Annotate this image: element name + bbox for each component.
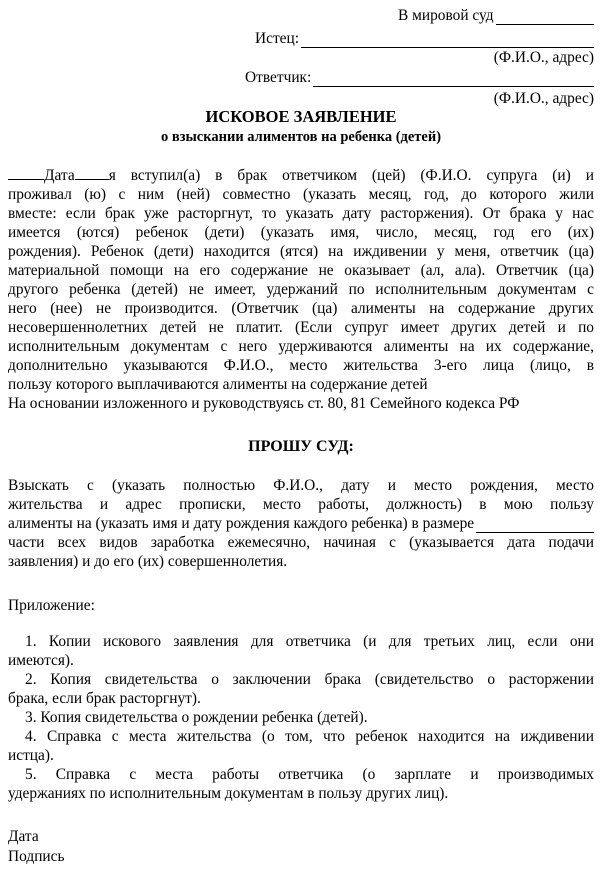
court-line [398, 6, 594, 25]
body-line: него (нее) не производится. (Ответчик (ца) алименты на содержание других [8, 300, 594, 317]
footer-date: Дата [8, 828, 39, 845]
amount-blank [476, 519, 594, 533]
date-blank [8, 167, 44, 180]
body-line: материальной помощи на его содержание не оказывает (ал, ала). Ответчик (ца) [8, 262, 594, 279]
defendant-blank [313, 73, 594, 87]
body-first-line-rest: я вступил(а) в брак ответчиком (цей) (Ф.И.О. супруга (и) и [108, 167, 594, 184]
body-line: дополнительно указываются Ф.И.О., место жительства 3-его лица (лицо, в [8, 357, 594, 374]
attachment-item-1: 1. Копии искового заявления для ответчика (и для третьих лиц, если они [25, 633, 594, 650]
attachments-heading: Приложение: [8, 597, 95, 614]
plaintiff-hint: (Ф.И.О., адрес) [493, 49, 594, 66]
body-line: пользу которого выплачиваются алименты на содержание детей [8, 376, 428, 393]
document-subtitle: о взыскании алиментов на ребенка (детей) [160, 129, 442, 145]
footer-signature: Подпись [8, 848, 65, 865]
body-line: несовершеннолетних детей не платит. (Если супруг имеет других детей и по [8, 319, 594, 336]
attachment-item-2-cont: брака, если брак расторгнут). [8, 690, 201, 707]
body-line: имеется (ются) ребенок (дети) (указать имя, число, месяц, год его (их) [8, 224, 594, 241]
defendant-label: Ответчик: [245, 69, 312, 86]
document-title: ИСКОВОЕ ЗАЯВЛЕНИЕ [205, 107, 397, 126]
body-line: исполнительным документам с него удерживаются алименты на их содержание, [8, 338, 594, 355]
plaintiff-line [255, 29, 594, 48]
basis-line: На основании изложенного и руководствуясь ст. 80, 81 Семейного кодекса РФ [8, 395, 520, 412]
body-line: вместе: если брак уже расторгнут, то указать дату расторжения). От брака у нас [8, 205, 594, 222]
request-line: жительства и адрес прописки, место работы, должность) в мою пользу [8, 496, 594, 513]
attachment-item-1-cont: имеются). [8, 652, 74, 669]
defendant-line [245, 68, 594, 87]
defendant-hint: (Ф.И.О., адрес) [493, 90, 594, 107]
attachment-item-3: 3. Копия свидетельства о рождении ребенка (детей). [25, 709, 368, 726]
body-line: другого ребенка (детей) не имеет, удержаний по исполнительным документам с [8, 281, 594, 298]
request-heading: ПРОШУ СУД: [248, 438, 354, 455]
court-label: В мировой суд [398, 7, 494, 24]
attachment-item-5-cont: удержаниях по исполнительным документам в пользу других лиц). [8, 785, 449, 802]
attachment-item-5: 5. Справка с места работы ответчика (о зарплате и производимых [25, 766, 594, 783]
statement-body [8, 166, 594, 413]
attachments-list [8, 632, 594, 803]
plaintiff-blank [301, 34, 594, 48]
request-line: части всех видов заработка ежемесячно, начиная с (указывается дата подачи [8, 534, 594, 551]
body-line: проживал (ю) с ним (ней) совместно (указать месяц, год, до которого жили [8, 186, 594, 203]
court-blank [496, 11, 594, 25]
request-body [8, 476, 594, 571]
plaintiff-label: Истец: [255, 30, 300, 47]
date-value-blank [75, 167, 109, 180]
body-line: рождения). Ребенок (дети) находится (ятся) на иждивении у меня, ответчик (ца) [8, 243, 594, 260]
attachment-item-2: 2. Копия свидетельства о заключении брака (свидетельство о расторжении [25, 671, 594, 688]
body-line [8, 166, 594, 185]
request-amount-line [8, 514, 594, 533]
request-line: заявления) и до его (их) совершеннолетия. [8, 553, 288, 570]
attachment-item-4-cont: истца). [8, 747, 54, 764]
request-line: Взыскать с (указать полностью Ф.И.О., дату и место рождения, место [8, 477, 594, 494]
attachment-item-4: 4. Справка с места жительства (о том, что ребенок находится на иждивении [25, 728, 594, 745]
date-word: Дата [44, 167, 75, 184]
request-amount-text: алименты на (указать имя и дату рождения каждого ребенка) в размере [8, 515, 475, 532]
